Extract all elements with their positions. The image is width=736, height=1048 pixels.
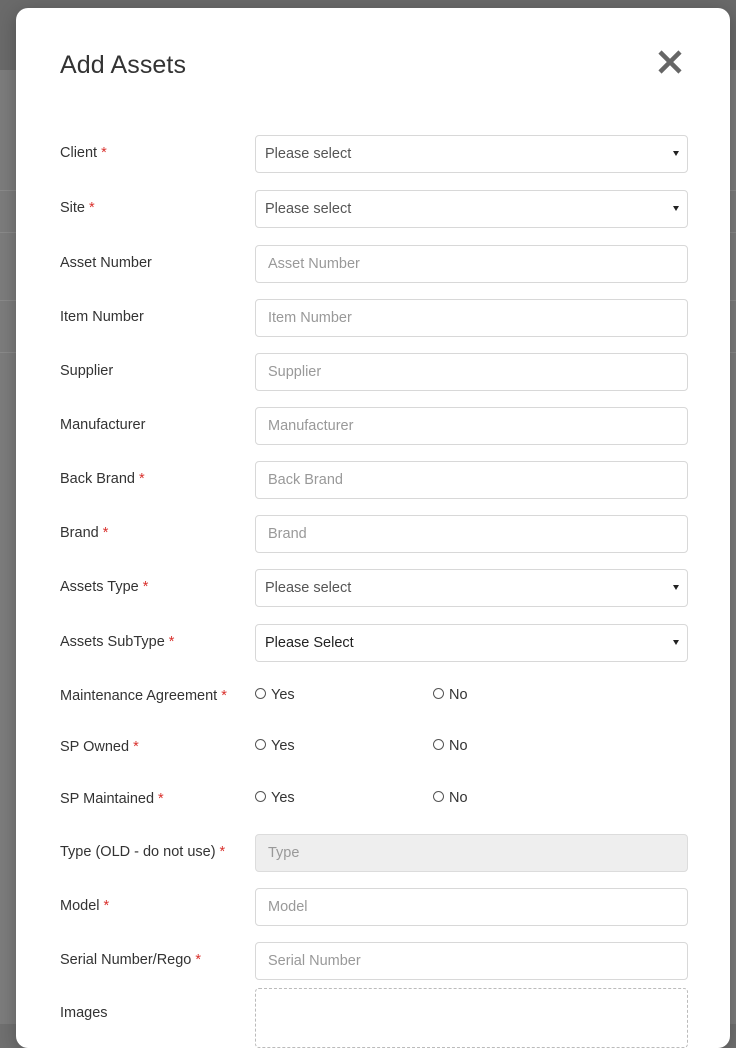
assets-type-select-value: Please select [265, 580, 352, 596]
caret-down-icon [673, 206, 679, 211]
asset-number-row [60, 254, 688, 294]
required-marker: * [102, 525, 109, 541]
caret-down-icon [673, 151, 679, 156]
client-row [60, 144, 688, 184]
brand-input[interactable] [255, 515, 688, 553]
images-label: Images [60, 1005, 108, 1021]
required-marker: * [103, 898, 110, 914]
required-marker: * [101, 145, 107, 161]
maintenance-agreement-radio-group [255, 685, 688, 707]
sp-maintained-yes-radio[interactable] [255, 788, 295, 804]
required-marker: * [138, 471, 145, 487]
supplier-row [60, 362, 688, 402]
radio-circle-icon [433, 791, 444, 802]
maintenance-agreement-row [60, 687, 688, 727]
required-marker: * [219, 844, 226, 860]
manufacturer-input[interactable] [255, 407, 688, 445]
item-number-label: Item Number [60, 309, 144, 325]
assets-type-select[interactable] [255, 569, 688, 607]
sp-maintained-row [60, 790, 688, 830]
required-marker: * [195, 952, 202, 968]
assets-type-label: Assets Type * [60, 579, 149, 595]
serial-number-row [60, 951, 688, 991]
maintenance-agreement-label: Maintenance Agreement * [60, 688, 227, 704]
supplier-label: Supplier [60, 363, 114, 379]
serial-number-input[interactable] [255, 942, 688, 980]
radio-label-no: No [449, 738, 468, 754]
caret-down-icon [673, 585, 679, 590]
serial-number-label: Serial Number/Rego * [60, 952, 202, 968]
required-marker: * [142, 579, 149, 595]
radio-circle-icon [255, 791, 266, 802]
sp-owned-radio-group [255, 736, 688, 758]
assets-subtype-label: Assets SubType * [60, 634, 175, 650]
client-select[interactable] [255, 135, 688, 173]
back-brand-row [60, 470, 688, 510]
assets-subtype-select[interactable] [255, 624, 688, 662]
supplier-input[interactable] [255, 353, 688, 391]
sp-owned-yes-radio[interactable] [255, 736, 295, 752]
add-assets-modal [16, 8, 730, 1048]
sp-maintained-radio-group [255, 788, 688, 810]
radio-label-no: No [449, 687, 468, 703]
asset-number-label: Asset Number [60, 255, 152, 271]
client-label: Client * [60, 145, 107, 161]
radio-circle-icon [433, 739, 444, 750]
sp-maintained-no-radio[interactable] [433, 788, 468, 804]
required-marker: * [168, 634, 175, 650]
brand-label: Brand * [60, 525, 109, 541]
radio-label-yes: Yes [271, 790, 295, 806]
sp-owned-no-radio[interactable] [433, 736, 468, 752]
close-icon[interactable] [656, 48, 684, 76]
sp-owned-row [60, 738, 688, 778]
radio-circle-icon [433, 688, 444, 699]
required-marker: * [89, 200, 95, 216]
assets-subtype-select-value: Please Select [265, 635, 354, 651]
site-row [60, 199, 688, 239]
type-old-row [60, 843, 688, 883]
radio-label-yes: Yes [271, 738, 295, 754]
model-row [60, 897, 688, 937]
item-number-row [60, 308, 688, 348]
sp-maintained-label: SP Maintained * [60, 791, 164, 807]
model-input[interactable] [255, 888, 688, 926]
asset-number-input[interactable] [255, 245, 688, 283]
type-old-input [255, 834, 688, 872]
item-number-input[interactable] [255, 299, 688, 337]
assets-subtype-row [60, 633, 688, 673]
client-select-value: Please select [265, 146, 352, 162]
required-marker: * [221, 688, 227, 704]
required-marker: * [158, 791, 164, 807]
radio-label-yes: Yes [271, 687, 295, 703]
radio-circle-icon [255, 739, 266, 750]
required-marker: * [133, 739, 139, 755]
sp-owned-label: SP Owned * [60, 739, 139, 755]
caret-down-icon [673, 640, 679, 645]
model-label: Model * [60, 898, 110, 914]
type-old-label: Type (OLD - do not use) * [60, 844, 226, 860]
images-row [60, 1004, 688, 1044]
modal-title: Add Assets [60, 51, 187, 79]
manufacturer-label: Manufacturer [60, 417, 146, 433]
back-brand-input[interactable] [255, 461, 688, 499]
brand-row [60, 524, 688, 564]
maintenance-agreement-yes-radio[interactable] [255, 685, 295, 701]
radio-label-no: No [449, 790, 468, 806]
site-select-value: Please select [265, 201, 352, 217]
images-dropzone[interactable] [255, 988, 688, 1048]
site-select[interactable] [255, 190, 688, 228]
assets-type-row [60, 578, 688, 618]
maintenance-agreement-no-radio[interactable] [433, 685, 468, 701]
manufacturer-row [60, 416, 688, 456]
back-brand-label: Back Brand * [60, 471, 145, 487]
site-label: Site * [60, 200, 95, 216]
radio-circle-icon [255, 688, 266, 699]
